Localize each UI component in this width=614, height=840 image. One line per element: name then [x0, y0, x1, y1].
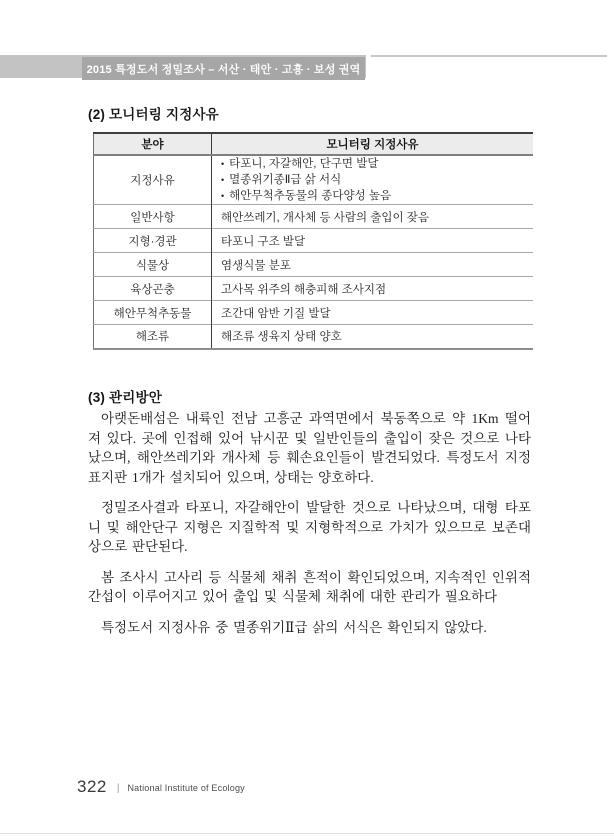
row-field: 식물상 — [94, 253, 212, 277]
page-number: 322 — [77, 777, 107, 796]
table-row — [94, 253, 534, 277]
footer-separator: | — [116, 782, 120, 794]
bullet-text: 멸종위기종Ⅱ급 삵 서식 — [229, 174, 342, 186]
row-field: 일반사항 — [94, 205, 212, 229]
bullet-item — [221, 156, 529, 172]
paragraph: 정밀조사결과 타포니, 자갈해안이 발달한 것으로 나타났으며, 대형 타포니 및 해안단구 지형은 지질학적 및 지형학적으로 가치가 있으므로 보존대상으로 판단된다. — [88, 500, 531, 554]
row-field: 해안무척추동물 — [94, 301, 212, 325]
bullet-text: 타포니, 자갈해안, 단구면 발달 — [229, 158, 379, 170]
row-field: 육상곤충 — [94, 277, 212, 301]
institute-name: National Institute of Ecology — [127, 783, 245, 793]
row-reason: 조간대 암반 기질 발달 — [212, 301, 534, 325]
bullet-item — [221, 188, 529, 204]
row-reason: 타포니 구조 발달 — [212, 229, 534, 253]
bullet-text: 해안무척추동물의 종다양성 높음 — [229, 190, 392, 202]
row-reason: 염생식물 분포 — [212, 253, 534, 277]
bullet-icon: • — [221, 175, 225, 185]
table-row — [94, 325, 534, 349]
paragraph: 아랫돈배섬은 내륙인 전남 고흥군 과역면에서 북동쪽으로 약 1Km 떨어져 있다. 곳에 인접해 있어 낚시꾼 및 일반인들의 출입이 잦은 것으로 나타났으며, 해안쓰레기와 개사체 등 훼손요인들이 발견되었다. 특정도서 지정 표지판 1개가 설치되어 있으며, 상태는 양호하다. — [88, 411, 531, 485]
table-row — [94, 229, 534, 253]
bullet-icon: • — [221, 191, 225, 201]
table-row — [94, 205, 534, 229]
management-paragraphs — [88, 409, 531, 648]
row-field: 해조류 — [94, 325, 212, 349]
table-header-row — [94, 133, 534, 155]
page-bottom-edge — [0, 833, 614, 834]
row-field: 지형·경관 — [94, 229, 212, 253]
table-row — [94, 301, 534, 325]
column-header-reason: 모니터링 지정사유 — [212, 133, 534, 155]
table-row — [94, 155, 534, 205]
row-field: 지정사유 — [94, 155, 212, 205]
monitoring-reason-table — [93, 132, 533, 350]
page-footer — [77, 777, 245, 797]
report-header-title — [82, 57, 365, 80]
paragraph: 봄 조사시 고사리 등 식물체 채취 흔적이 확인되었으며, 지속적인 인위적 간섭이 이루어지고 있어 출입 및 식물체 채취에 대한 관리가 필요하다 — [88, 569, 531, 604]
table-row — [94, 277, 534, 301]
paragraph: 특정도서 지정사유 중 멸종위기Ⅱ급 삵의 서식은 확인되지 않았다. — [101, 619, 487, 635]
row-reason: 고사목 위주의 해충피해 조사지점 — [212, 277, 534, 301]
row-reason: 해안쓰레기, 개사체 등 사람의 출입이 잦음 — [212, 205, 534, 229]
header-rule — [371, 55, 607, 57]
bullet-item — [221, 172, 529, 188]
section-title-management: (3) 관리방안 — [88, 390, 163, 405]
row-reason — [212, 155, 534, 205]
section-title-monitoring: (2) 모니터링 지정사유 — [88, 107, 219, 122]
column-header-field: 분야 — [94, 133, 212, 155]
bullet-icon: • — [221, 159, 225, 169]
row-reason: 해조류 생육지 상태 양호 — [212, 325, 534, 349]
report-header-label: 2015 특정도서 정밀조사 – 서산 · 태안 · 고흥 · 보성 권역 — [86, 63, 361, 76]
